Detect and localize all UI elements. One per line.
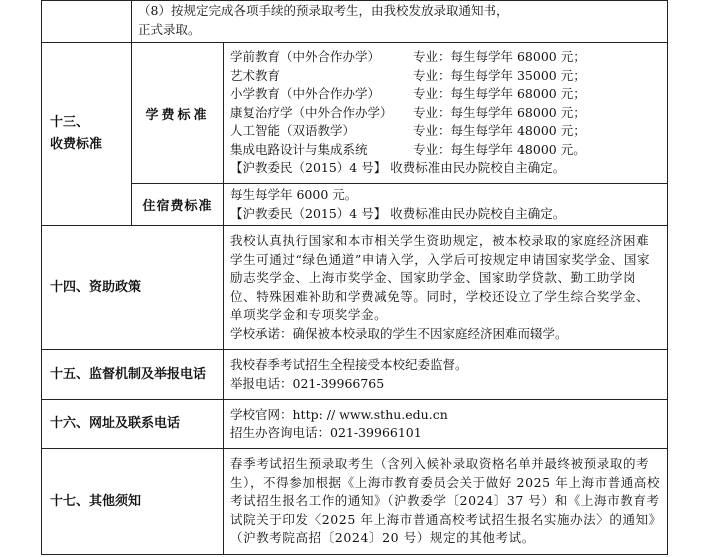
table-row xyxy=(42,350,668,400)
other-category-cell: 十七、其他须知 xyxy=(42,449,224,555)
tuition-note: 【沪教委民（2015）4 号】 收费标准由民办院校自主确定。 xyxy=(230,160,566,176)
table-row xyxy=(42,43,668,184)
housing-label: 住宿费标准 xyxy=(132,184,224,226)
tuition-label: 学费标准 xyxy=(132,43,224,184)
table-row xyxy=(42,226,668,350)
tuition-item: 艺术教育 专业：每生每学年 35000 元； xyxy=(230,67,586,83)
supervision-content: 我校春季考试招生全程接受本校纪委监督。 举报电话：021-39966765 xyxy=(224,350,668,400)
housing-content: 每生每学年 6000 元。 【沪教委民（2015）4 号】 收费标准由民办院校自主确定。 xyxy=(224,184,668,226)
table-row xyxy=(42,1,668,43)
table-row xyxy=(42,449,668,555)
contact-content xyxy=(224,400,668,449)
table-row xyxy=(42,184,668,226)
tuition-item: 人工智能（双语教学） 专业：每生每学年 48000 元； xyxy=(230,123,586,139)
table-row xyxy=(42,400,668,449)
supervision-category-cell: 十五、监督机制及举报电话 xyxy=(42,350,224,400)
aid-content: 我校认真执行国家和本市相关学生资助规定，被本校录取的家庭经济困难学生可通过“绿色通道”申请入学，入学后可按规定申请国家奖学金、国家励志奖学金、上海市奖学金、国家助学金、国家助学贷款、勤工助学岗位、特殊困难补助和学费减免等。同时，学校还设立了学生综合奖学金、单项奖学金和专项奖学金。 学校承诺：确保被本校录取的学生不因家庭经济困难而辍学。 xyxy=(224,226,668,350)
tuition-item: 学前教育（中外合作办学） 专业：每生每学年 68000 元； xyxy=(230,49,586,65)
tuition-item: 康复治疗学（中外合作办学） 专业：每生每学年 68000 元； xyxy=(230,104,586,120)
admissions-phone: 招生办咨询电话：021-39966101 xyxy=(230,425,422,440)
other-content: 春季考试招生预录取考生（含列入候补录取资格名单并最终被预录取的考生），不得参加根据《上海市教育委员会关于做好 2025 年上海市普通高校考试招生报名工作的通知》（沪教委学〔2024〕37 号）和《上海市教育考试院关于印发〈2025 年上海市普通高校考试招生报名实施办法〉的通知》（沪教考院高招〔2024〕20 号）规定的其他考试。 xyxy=(224,449,668,555)
enrollment-info-table xyxy=(41,0,668,555)
school-website[interactable]: 学校官网：http: // www.sthu.edu.cn xyxy=(230,406,448,422)
aid-category-cell: 十四、资助政策 xyxy=(42,226,224,350)
empty-category-cell xyxy=(42,1,132,43)
tuition-item: 集成电路设计与集成系统 专业：每生每学年 48000 元。 xyxy=(230,141,586,157)
admission-step-8: （8）按规定完成各项手续的预录取考生，由我校发放录取通知书， 正式录取。 xyxy=(132,1,668,43)
tuition-item: 小学教育（中外合作办学） 专业：每生每学年 68000 元； xyxy=(230,86,586,102)
contact-category-cell: 十六、网址及联系电话 xyxy=(42,400,224,449)
fees-category-cell: 十三、 收费标准 xyxy=(42,43,132,226)
tuition-content xyxy=(224,43,668,184)
